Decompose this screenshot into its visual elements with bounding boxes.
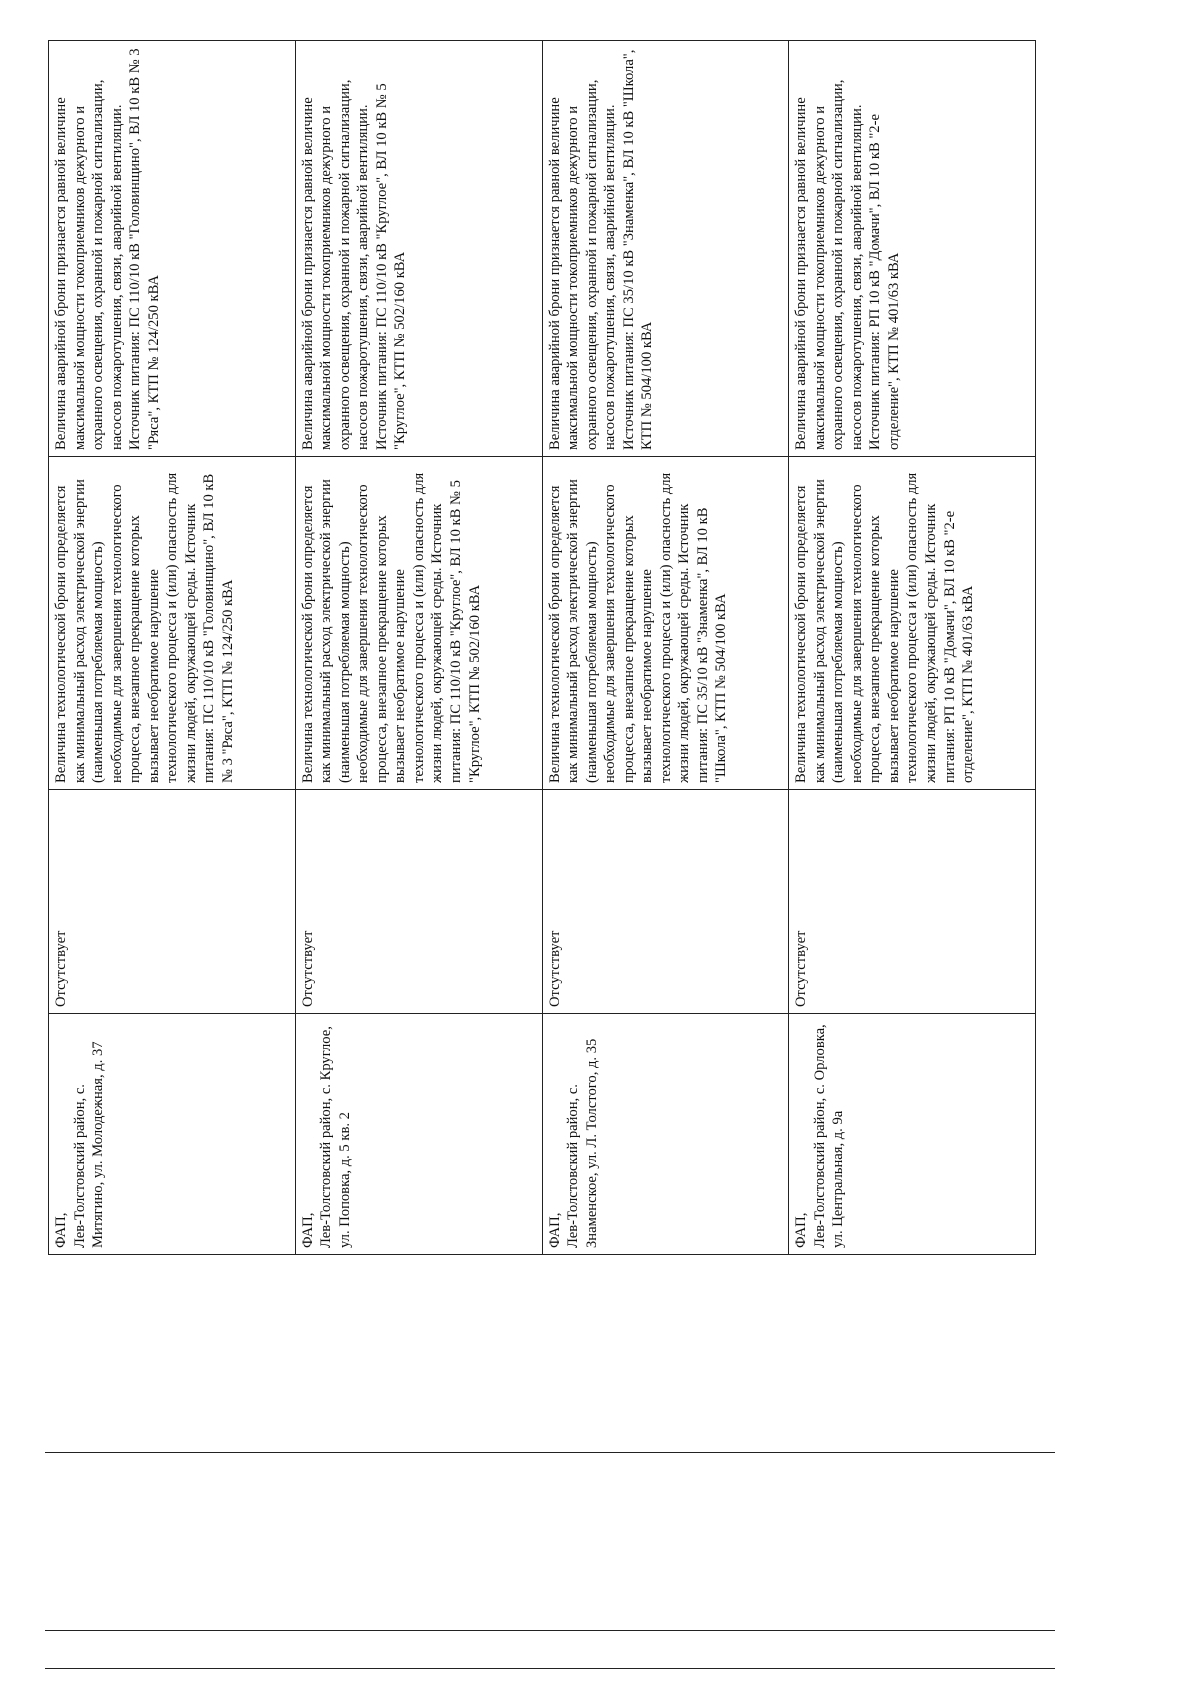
object-text: ФАП, Лев-Толстовский район, с. Митягино, ул. Молодежная, д. 37 bbox=[53, 1041, 107, 1248]
table-row bbox=[49, 41, 296, 1255]
tech-reserve-text: Величина технологической брони определяется как минимальный расход электрической энергии (наименьшая потребляемая мощность) необходимые для завершения технологического процесса, внезапное прекращение которых вызывает необратимое нарушение технологического процесса и (или) опасность для жизни людей, окружающей среды. Источник питания: ПС 110/10 кВ "Головинщино", ВЛ 10 кВ № 3 "Ряса", КТП № 124/250 кВА bbox=[53, 472, 236, 783]
emergency-reserve-cell bbox=[789, 41, 1036, 457]
emergency-reserve-text: Величина аварийной брони признается равной величине максимальной мощности токоприемников дежурного и охранного освещения, охранной и пожарной сигнализации, насосов пожаротушения, связи, аварийной вентиляции. Источник питания: ПС 110/10 кВ "Головинщино", ВЛ 10 кВ № 3 "Ряса", КТП № 124/250 кВА bbox=[53, 48, 162, 450]
tech-reserve-cell bbox=[789, 457, 1036, 790]
object-cell bbox=[542, 1014, 789, 1255]
status-cell bbox=[789, 790, 1036, 1014]
object-text: ФАП, Лев-Толстовский район, с. Орловка, ул. Центральная, д. 9а bbox=[793, 1024, 847, 1248]
status-text: Отсутствует bbox=[299, 930, 316, 1007]
status-cell bbox=[49, 790, 296, 1014]
emergency-reserve-text: Величина аварийной брони признается равной величине максимальной мощности токоприемников дежурного и охранного освещения, охранной и пожарной сигнализации, насосов пожаротушения, связи, аварийной вентиляции. Источник питания: ПС 35/10 кВ "Знаменка", ВЛ 10 кВ "Школа", КТП № 504/100 кВА bbox=[546, 49, 656, 450]
emergency-reserve-text: Величина аварийной брони признается равной величине максимальной мощности токоприемников дежурного и охранного освещения, охранной и пожарной сигнализации, насосов пожаротушения, связи, аварийной вентиляции. Источник питания: ПС 110/10 кВ "Круглое", ВЛ 10 кВ № 5 "Круглое", КТП № 502/160 кВА bbox=[299, 79, 409, 450]
rotated-table-container bbox=[48, 41, 1036, 1255]
emergency-reserve-text: Величина аварийной брони признается равной величине максимальной мощности токоприемников дежурного и охранного освещения, охранной и пожарной сигнализации, насосов пожаротушения, связи, аварийной вентиляции. Источник питания: РП 10 кВ "Домачи", ВЛ 10 кВ "2-е отделение", КТП № 401/63 кВА bbox=[793, 79, 902, 450]
status-cell bbox=[542, 790, 789, 1014]
status-text: Отсутствует bbox=[793, 930, 810, 1007]
table-row bbox=[542, 41, 789, 1255]
status-text: Отсутствует bbox=[53, 930, 69, 1007]
tech-reserve-cell bbox=[295, 457, 542, 790]
object-cell bbox=[49, 1014, 296, 1255]
horizontal-rule bbox=[45, 1668, 1055, 1669]
status-cell bbox=[295, 790, 542, 1014]
tech-reserve-cell bbox=[49, 457, 296, 790]
table-row bbox=[295, 41, 542, 1255]
tech-reserve-text: Величина технологической брони определяется как минимальный расход электрической энергии (наименьшая потребляемая мощность) необходимые для завершения технологического процесса, внезапное прекращение которых вызывает необратимое нарушение технологического процесса и (или) опасность для жизни людей, окружающей среды. Источник питания: РП 10 кВ "Домачи", ВЛ 10 кВ "2-е отделение", КТП № 401/63 кВА bbox=[793, 472, 977, 783]
object-text: ФАП, Лев-Толстовский район, с. Круглое, ул. Поповка, д. 5 кв. 2 bbox=[299, 1026, 353, 1248]
tech-reserve-text: Величина технологической брони определяется как минимальный расход электрической энергии (наименьшая потребляемая мощность) необходимые для завершения технологического процесса, внезапное прекращение которых вызывает необратимое нарушение технологического процесса и (или) опасность для жизни людей, окружающей среды. Источник питания: ПС 35/10 кВ "Знаменка", ВЛ 10 кВ "Школа", КТП № 504/100 кВА bbox=[546, 472, 730, 783]
horizontal-rule bbox=[45, 1452, 1055, 1453]
table-row bbox=[789, 41, 1036, 1255]
tech-reserve-cell bbox=[542, 457, 789, 790]
emergency-reserve-cell bbox=[542, 41, 789, 457]
object-cell bbox=[789, 1014, 1036, 1255]
emergency-reserve-cell bbox=[295, 41, 542, 457]
status-text: Отсутствует bbox=[546, 930, 563, 1007]
tech-reserve-text: Величина технологической брони определяется как минимальный расход электрической энергии (наименьшая потребляемая мощность) необходимые для завершения технологического процесса, внезапное прекращение которых вызывает необратимое нарушение технологического процесса и (или) опасность для жизни людей, окружающей среды. Источник питания: ПС 110/10 кВ "Круглое", ВЛ 10 кВ № 5 "Круглое", КТП № 502/160 кВА bbox=[299, 472, 483, 783]
object-text: ФАП, Лев-Толстовский район, с. Знаменское, ул. Л. Толстого, д. 35 bbox=[546, 1038, 600, 1248]
horizontal-rule bbox=[45, 1630, 1055, 1631]
object-cell bbox=[295, 1014, 542, 1255]
power-reserve-table bbox=[48, 40, 1036, 1255]
emergency-reserve-cell bbox=[49, 41, 296, 457]
